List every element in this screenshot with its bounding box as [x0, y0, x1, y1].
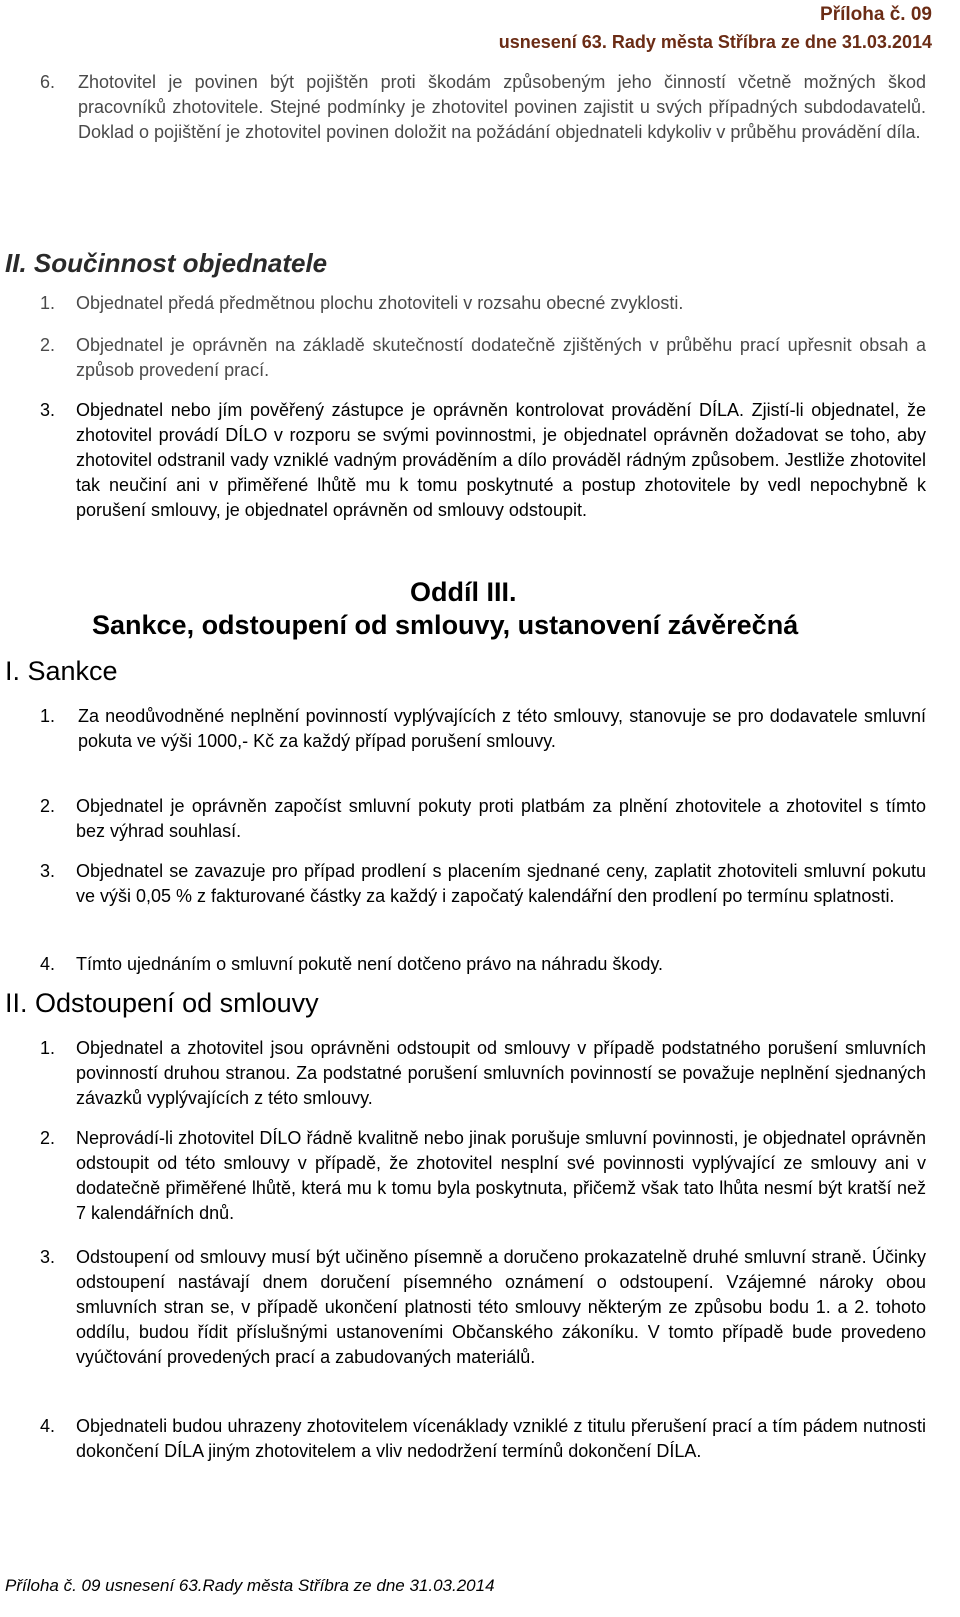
item-text: Objednatel je oprávněn započíst smluvní pokuty proti platbám za plnění zhotovitele a zhotovitel s tímto bez výhrad souhlasí.	[76, 796, 926, 841]
item-number: 2.	[40, 796, 56, 816]
item-number: 3.	[40, 400, 56, 420]
list-item	[40, 398, 926, 523]
item-number: 1.	[40, 706, 56, 726]
item-number: 2.	[40, 1128, 56, 1148]
item-text: Tímto ujednáním o smluvní pokutě není dotčeno právo na náhradu škody.	[76, 954, 664, 974]
section-heading-soucinnost: II. Součinnost objednatele	[5, 248, 328, 278]
item-number: 4.	[40, 1416, 56, 1436]
list-item	[40, 1126, 926, 1226]
list-item	[40, 1245, 926, 1370]
section-heading-sankce: I. Sankce	[5, 656, 118, 686]
item-number: 1.	[40, 1038, 56, 1058]
item-text: Zhotovitel je povinen být pojištěn proti škodám způsobeným jeho činností včetně možných škod pracovníků zhotovitele. Stejné podmínky je zhotovitel povinen zajistit u svých případných subdodavatelů. Doklad o pojištění je zhotovitel povinen doložit na požádání objednateli kdykoliv v průběhu provádění díla.	[78, 72, 926, 142]
list-item	[40, 1036, 926, 1111]
item-text: Objednatel nebo jím pověřený zástupce je oprávněn kontrolovat provádění DÍLA. Zjistí-li objednatel, že zhotovitel provádí DÍLO v rozporu se svými povinnostmi, je objednatel oprávněn dožadovat se toho, aby zhotovitel odstranil vady vzniklé vadným prováděním a dílo prováděl rádným způsobem. Jestliže zhotovitel tak neučiní ani v přiměřené lhůtě mu k tomu poskytnuté a postup zhotovitele by vedl nepochybně k porušení smlouvy, je objednatel oprávněn od smlouvy odstoupit.	[76, 400, 926, 520]
item-text: Objednatel se zavazuje pro případ prodlení s placením sjednané ceny, zaplatit zhotoviteli smluvní pokutu ve výši 0,05 % z fakturované částky za každý i započatý kalendářní den prodlení po termínu splatnosti.	[76, 861, 926, 906]
item-text: Odstoupení od smlouvy musí být učiněno písemně a doručeno prokazatelně druhé smluvní straně. Účinky odstoupení nastávají dnem doručení písemného oznámení o odstoupení. Vzájemné nároky obou smluvních stran se, v případě ukončení platnosti této smlouvy některým ze způsobu bodu 1. a 2. tohoto oddílu, budou řídit příslušnými ustanoveními Občanského zákoníku. V tomto případě bude provedeno vyúčtování provedených prací a zabudovaných materiálů.	[76, 1247, 926, 1367]
header-resolution: usnesení 63. Rady města Stříbra ze dne 31.03.2014	[498, 32, 932, 52]
header-attachment-number: Příloha č. 09	[820, 4, 932, 25]
item-text: Objednatel je oprávněn na základě skutečností dodatečně zjištěných v průběhu prací upřesnit obsah a způsob provedení prací.	[76, 335, 926, 380]
item-text: Objednatel a zhotovitel jsou oprávněni odstoupit od smlouvy v případě podstatného porušení smluvních povinností druhou stranou. Za podstatné porušení smluvních povinností se považuje neplnění sjednaných závazků vyplývajících z této smlouvy.	[76, 1038, 926, 1108]
item-number: 4.	[40, 954, 56, 974]
item-number: 3.	[40, 861, 56, 881]
list-item	[40, 859, 926, 909]
list-item	[40, 704, 926, 754]
section-title: Sankce, odstoupení od smlouvy, ustanovení závěrečná	[92, 610, 799, 640]
item-number: 3.	[40, 1247, 56, 1267]
item-text: Za neodůvodněné neplnění povinností vyplývajících z této smlouvy, stanovuje se pro dodavatele smluvní pokuta ve výši 1000,- Kč za každý případ porušení smlouvy.	[78, 706, 926, 751]
item-number: 6.	[40, 72, 56, 92]
list-item	[40, 952, 926, 977]
item-number: 1.	[40, 293, 56, 313]
page-footer: Příloha č. 09 usnesení 63.Rady města Stříbra ze dne 31.03.2014	[5, 1576, 495, 1595]
section-heading-odstoupeni: II. Odstoupení od smlouvy	[5, 988, 319, 1018]
list-item	[40, 70, 926, 145]
list-item	[40, 1414, 926, 1464]
item-text: Objednatel předá předmětnou plochu zhotoviteli v rozsahu obecné zvyklosti.	[76, 293, 684, 313]
item-text: Neprovádí-li zhotovitel DÍLO řádně kvalitně nebo jinak porušuje smluvní povinnosti, je objednatel oprávněn odstoupit od této smlouvy v případě, že zhotovitel nesplní své povinnosti vyplývající ze smlouvy ani v dodatečně přiměřené lhůtě, která mu k tomu byla poskytnuta, přičemž však tato lhůta nesmí být kratší než 7 kalendářních dnů.	[76, 1128, 926, 1223]
list-item	[40, 291, 926, 316]
list-item	[40, 333, 926, 383]
item-number: 2.	[40, 335, 56, 355]
list-item	[40, 794, 926, 844]
section-label: Oddíl III.	[410, 577, 517, 607]
item-text: Objednateli budou uhrazeny zhotovitelem vícenáklady vzniklé z titulu přerušení prací a tím pádem nutnosti dokončení DÍLA jiným zhotovitelem a vliv nedodržení termínů dokončení DÍLA.	[76, 1416, 926, 1461]
